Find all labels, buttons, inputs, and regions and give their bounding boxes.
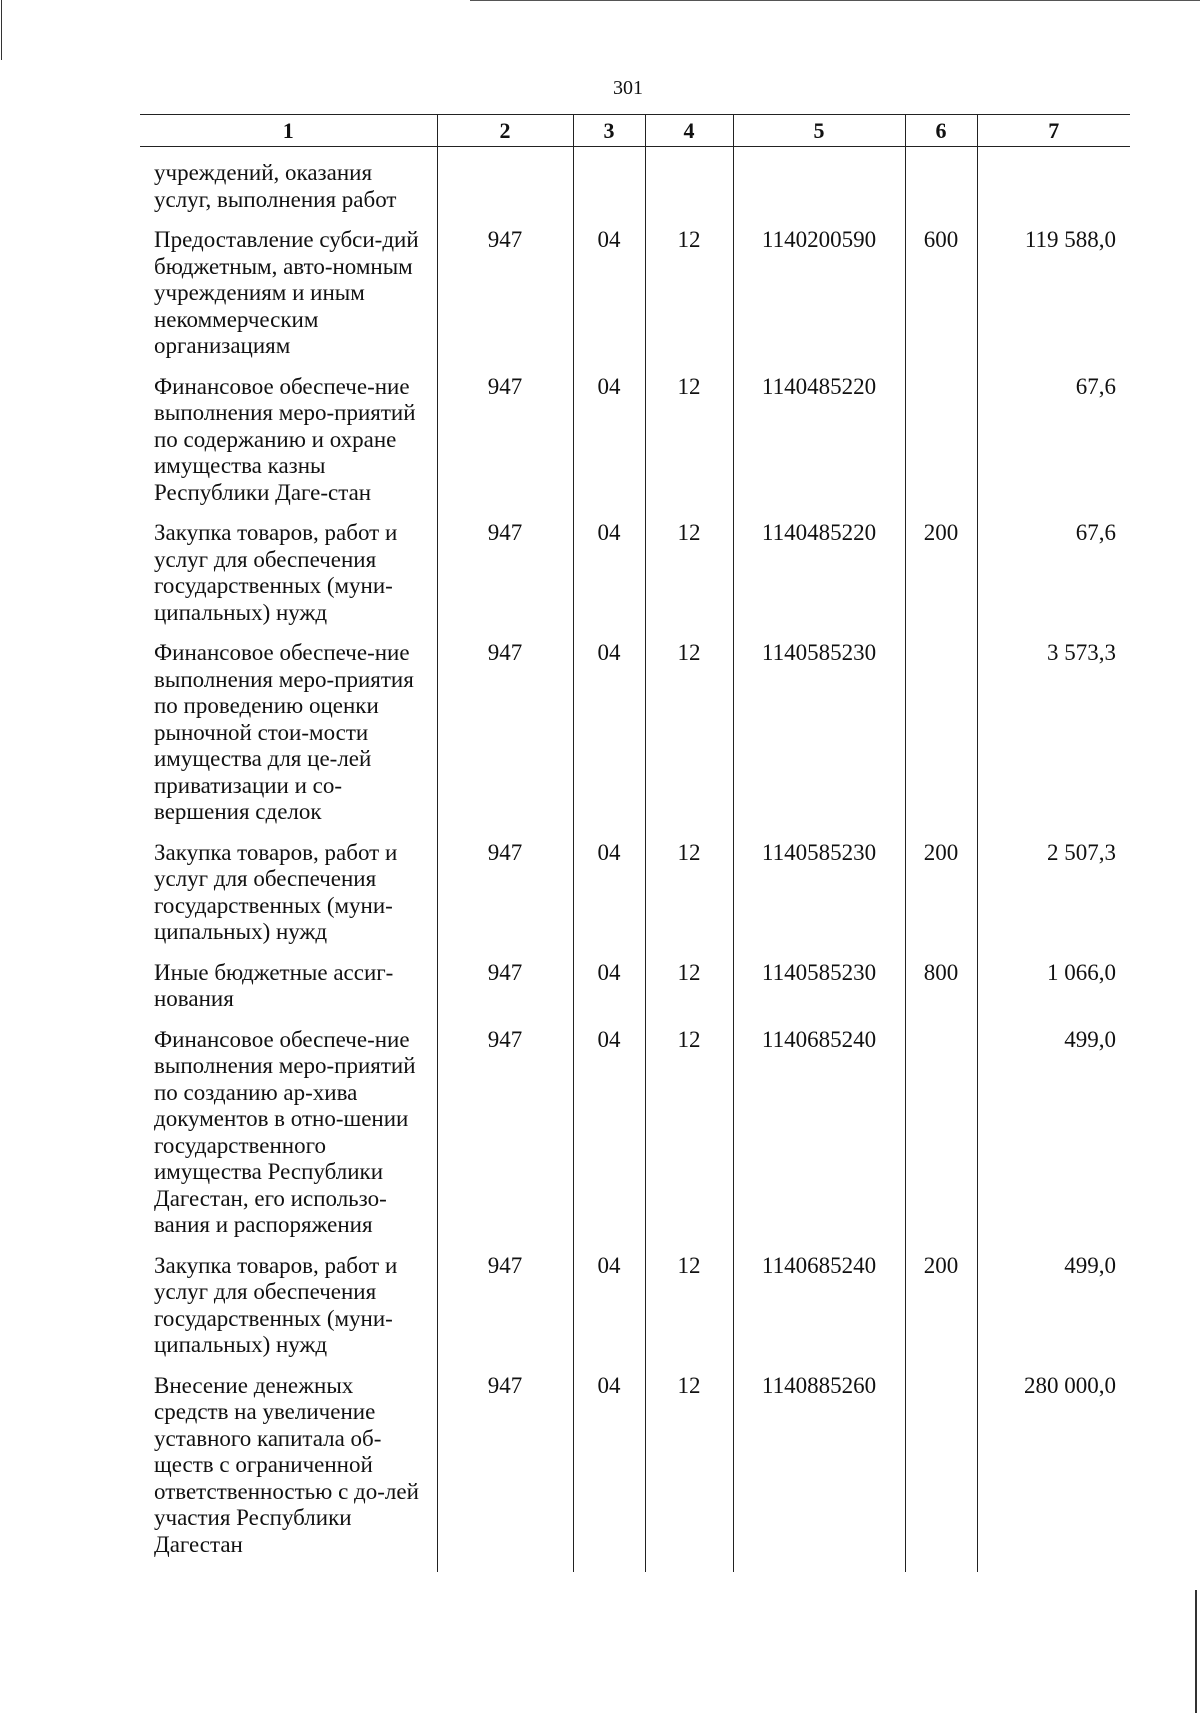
row-section: 04	[573, 1248, 645, 1368]
header-row	[140, 115, 1130, 147]
row-amount: 280 000,0	[977, 1368, 1130, 1573]
table-row	[140, 1368, 1130, 1573]
row-type: 200	[905, 515, 977, 635]
row-code: 947	[437, 369, 573, 516]
row-type	[905, 369, 977, 516]
table-header	[140, 115, 1130, 147]
row-code: 947	[437, 222, 573, 369]
row-type	[905, 635, 977, 835]
row-amount: 67,6	[977, 369, 1130, 516]
row-subsection: 12	[645, 369, 733, 516]
header-col-6: 6	[905, 115, 977, 147]
header-col-1: 1	[140, 115, 437, 147]
row-type	[905, 1368, 977, 1573]
row-subsection: 12	[645, 1248, 733, 1368]
row-amount: 2 507,3	[977, 835, 1130, 955]
row-code: 947	[437, 1022, 573, 1248]
row-type	[905, 147, 977, 223]
table-row	[140, 222, 1130, 369]
row-section: 04	[573, 1022, 645, 1248]
table-row	[140, 369, 1130, 516]
row-target: 1140585230	[733, 835, 905, 955]
row-target: 1140885260	[733, 1368, 905, 1573]
header-col-2: 2	[437, 115, 573, 147]
row-section: 04	[573, 515, 645, 635]
row-type: 600	[905, 222, 977, 369]
row-amount: 1 066,0	[977, 955, 1130, 1022]
header-col-5: 5	[733, 115, 905, 147]
row-name: Финансовое обеспече-ние выполнения меро-приятий по содержанию и охране имущества казны Республики Даге-стан	[154, 373, 416, 505]
row-section: 04	[573, 835, 645, 955]
header-col-7: 7	[977, 115, 1130, 147]
row-subsection: 12	[645, 835, 733, 955]
row-section	[573, 147, 645, 223]
row-name: Предоставление субси-дий бюджетным, авто-номным учреждениям и иным некоммерческим организациям	[154, 227, 419, 358]
row-code: 947	[437, 635, 573, 835]
table-row	[140, 1022, 1130, 1248]
left-edge-rule	[1, 0, 2, 60]
row-section: 04	[573, 635, 645, 835]
right-edge-rule	[1195, 1590, 1197, 1713]
row-subsection: 12	[645, 1368, 733, 1573]
row-target: 1140485220	[733, 515, 905, 635]
row-type: 200	[905, 1248, 977, 1368]
row-amount: 499,0	[977, 1022, 1130, 1248]
row-code: 947	[437, 835, 573, 955]
table-row	[140, 835, 1130, 955]
budget-table-container	[140, 114, 1130, 1570]
table-row	[140, 515, 1130, 635]
row-name: Финансовое обеспече-ние выполнения меро-приятия по проведению оценки рыночной стои-мости имущества для це-лей приватизации и со-вершения сделок	[154, 640, 414, 824]
row-code: 947	[437, 515, 573, 635]
row-target: 1140685240	[733, 1248, 905, 1368]
header-col-3: 3	[573, 115, 645, 147]
row-subsection: 12	[645, 515, 733, 635]
budget-table	[140, 114, 1130, 1572]
row-type: 200	[905, 835, 977, 955]
row-type: 800	[905, 955, 977, 1022]
row-name: Закупка товаров, работ и услуг для обеспечения государственных (муни-ципальных) нужд	[154, 839, 398, 944]
row-amount: 119 588,0	[977, 222, 1130, 369]
table-body	[140, 147, 1130, 1573]
row-section: 04	[573, 1368, 645, 1573]
row-target: 1140485220	[733, 369, 905, 516]
row-target: 1140685240	[733, 1022, 905, 1248]
row-section: 04	[573, 955, 645, 1022]
row-subsection	[645, 147, 733, 223]
table-row	[140, 147, 1130, 223]
row-target: 1140585230	[733, 955, 905, 1022]
row-section: 04	[573, 369, 645, 516]
row-amount	[977, 147, 1130, 223]
row-subsection: 12	[645, 1022, 733, 1248]
row-subsection: 12	[645, 635, 733, 835]
row-code: 947	[437, 1368, 573, 1573]
row-type	[905, 1022, 977, 1248]
row-amount: 67,6	[977, 515, 1130, 635]
row-subsection: 12	[645, 955, 733, 1022]
row-amount: 3 573,3	[977, 635, 1130, 835]
row-target	[733, 147, 905, 223]
row-name: Закупка товаров, работ и услуг для обеспечения государственных (муни-ципальных) нужд	[154, 1252, 398, 1357]
row-name: Внесение денежных средств на увеличение уставного капитала об-ществ с ограниченной ответственностью с до-лей участия Республики Дагестан	[154, 1372, 419, 1557]
table-row	[140, 1248, 1130, 1368]
row-subsection: 12	[645, 222, 733, 369]
header-col-4: 4	[645, 115, 733, 147]
row-target: 1140585230	[733, 635, 905, 835]
table-row	[140, 955, 1130, 1022]
row-code	[437, 147, 573, 223]
row-name: учреждений, оказания услуг, выполнения работ	[154, 160, 397, 212]
table-row	[140, 635, 1130, 835]
page-number: 301	[613, 77, 643, 99]
row-amount: 499,0	[977, 1248, 1130, 1368]
row-code: 947	[437, 1248, 573, 1368]
row-section: 04	[573, 222, 645, 369]
row-name: Закупка товаров, работ и услуг для обеспечения государственных (муни-ципальных) нужд	[154, 520, 398, 625]
top-edge-rule	[470, 0, 1200, 1]
row-name: Иные бюджетные ассиг-нования	[154, 959, 394, 1011]
row-name: Финансовое обеспече-ние выполнения меро-приятий по созданию ар-хива документов в отно-шении государственного имущества Республики Дагестан, его использо-вания и распоряжения	[154, 1026, 416, 1237]
row-code: 947	[437, 955, 573, 1022]
row-target: 1140200590	[733, 222, 905, 369]
